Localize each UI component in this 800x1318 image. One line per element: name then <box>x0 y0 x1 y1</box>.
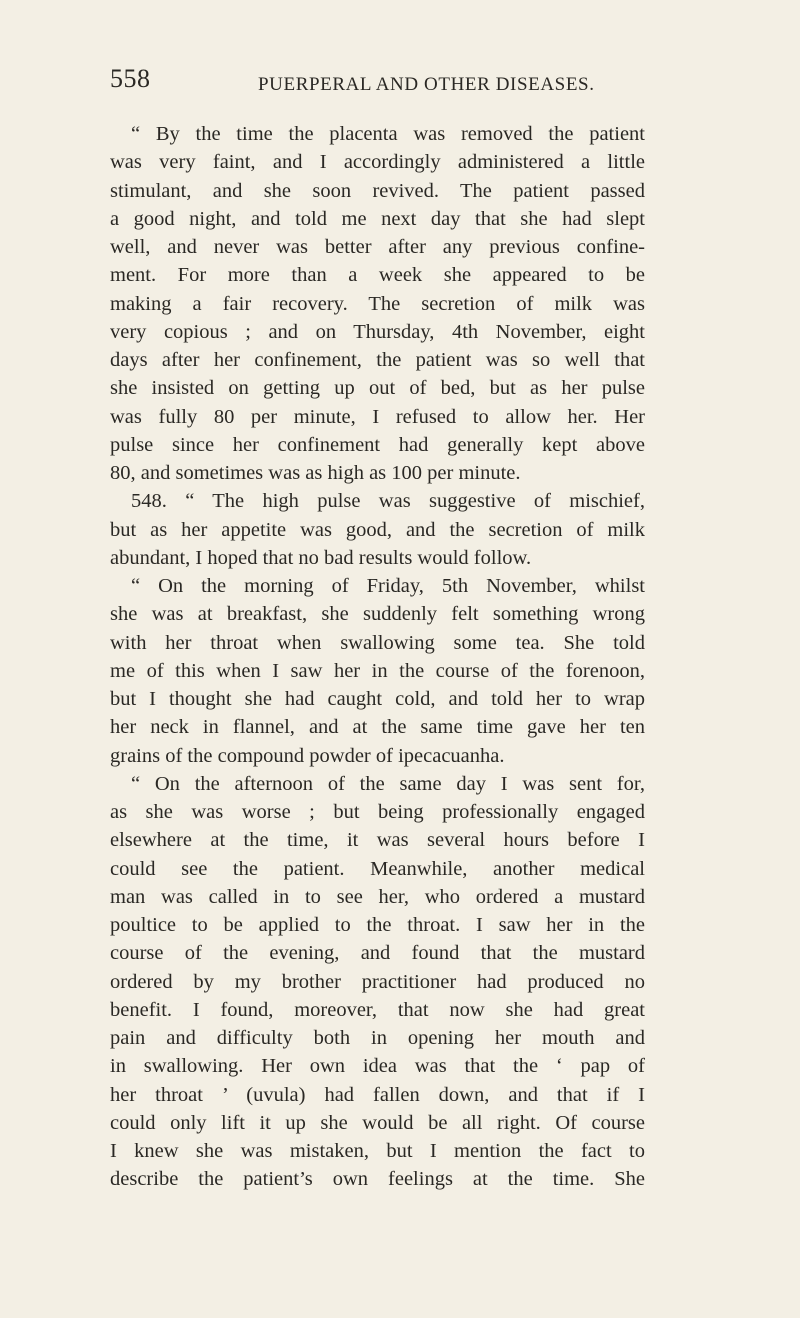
text-line: in swallowing. Her own idea was that the ‘ pap of <box>110 1055 645 1078</box>
text-line: “ On the morning of Friday, 5th November, whilst <box>131 575 645 597</box>
text-line: man was called in to see her, who ordered a mustard <box>110 885 645 908</box>
text-line: could see the patient. Meanwhile, another medical <box>110 857 645 880</box>
text-line: a good night, and told me next day that she had slept <box>110 207 645 230</box>
text-line: was fully 80 per minute, I refused to allow her. Her <box>110 405 645 428</box>
text-line: very copious ; and on Thursday, 4th November, eight <box>110 320 645 343</box>
text-line: “ By the time the placenta was removed the patient <box>131 123 645 145</box>
text-line: as she was worse ; but being professionally engaged <box>110 801 645 823</box>
text-line: abundant, I hoped that no bad results would follow. <box>110 546 532 569</box>
text-line: poultice to be applied to the throat. I saw her in the <box>110 914 645 936</box>
text-line: “ On the afternoon of the same day I was sent for, <box>131 772 645 795</box>
text-line: well, and never was better after any previous confine- <box>110 236 645 258</box>
text-line: pain and difficulty both in opening her mouth and <box>110 1027 645 1049</box>
text-line: she insisted on getting up out of bed, but as her pulse <box>110 377 645 400</box>
text-line: could only lift it up she would be all right. Of course <box>110 1111 645 1134</box>
text-line: 80, and sometimes was as high as 100 per minute. <box>110 462 521 484</box>
text-line: pulse since her confinement had generally kept above <box>110 433 645 456</box>
text-line: was very faint, and I accordingly administered a little <box>110 151 645 174</box>
text-line: stimulant, and she soon revived. The patient passed <box>110 179 645 202</box>
text-line: I knew she was mistaken, but I mention the fact to <box>110 1140 645 1162</box>
text-line: with her throat when swallowing some tea. She told <box>110 631 645 654</box>
text-line: she was at breakfast, she suddenly felt something wrong <box>110 603 645 626</box>
running-head <box>110 64 650 104</box>
text-line: days after her confinement, the patient was so well that <box>110 349 645 371</box>
text-line: ment. For more than a week she appeared to be <box>110 264 645 287</box>
text-line: her neck in flannel, and at the same time gave her ten <box>110 716 645 739</box>
text-line: her throat ’ (uvula) had fallen down, and that if I <box>110 1083 645 1106</box>
text-line: but I thought she had caught cold, and told her to wrap <box>110 688 645 710</box>
running-title: PUERPERAL AND OTHER DISEASES. <box>258 74 595 95</box>
text-line: me of this when I saw her in the course of the forenoon, <box>110 659 645 682</box>
text-line: but as her appetite was good, and the secretion of milk <box>110 518 645 541</box>
text-line: describe the patient’s own feelings at the time. She <box>110 1168 645 1191</box>
text-line: making a fair recovery. The secretion of milk was <box>110 292 645 315</box>
text-line: ordered by my brother practitioner had produced no <box>110 970 645 993</box>
text-line: elsewhere at the time, it was several hours before I <box>110 829 645 852</box>
body-text <box>110 120 645 1194</box>
text-line: benefit. I found, moreover, that now she had great <box>110 998 645 1021</box>
text-line: grains of the compound powder of ipecacuanha. <box>110 744 505 767</box>
page-number: 558 <box>110 64 151 93</box>
text-line: 548. “ The high pulse was suggestive of mischief, <box>131 490 645 513</box>
text-line: course of the evening, and found that the mustard <box>110 942 645 965</box>
